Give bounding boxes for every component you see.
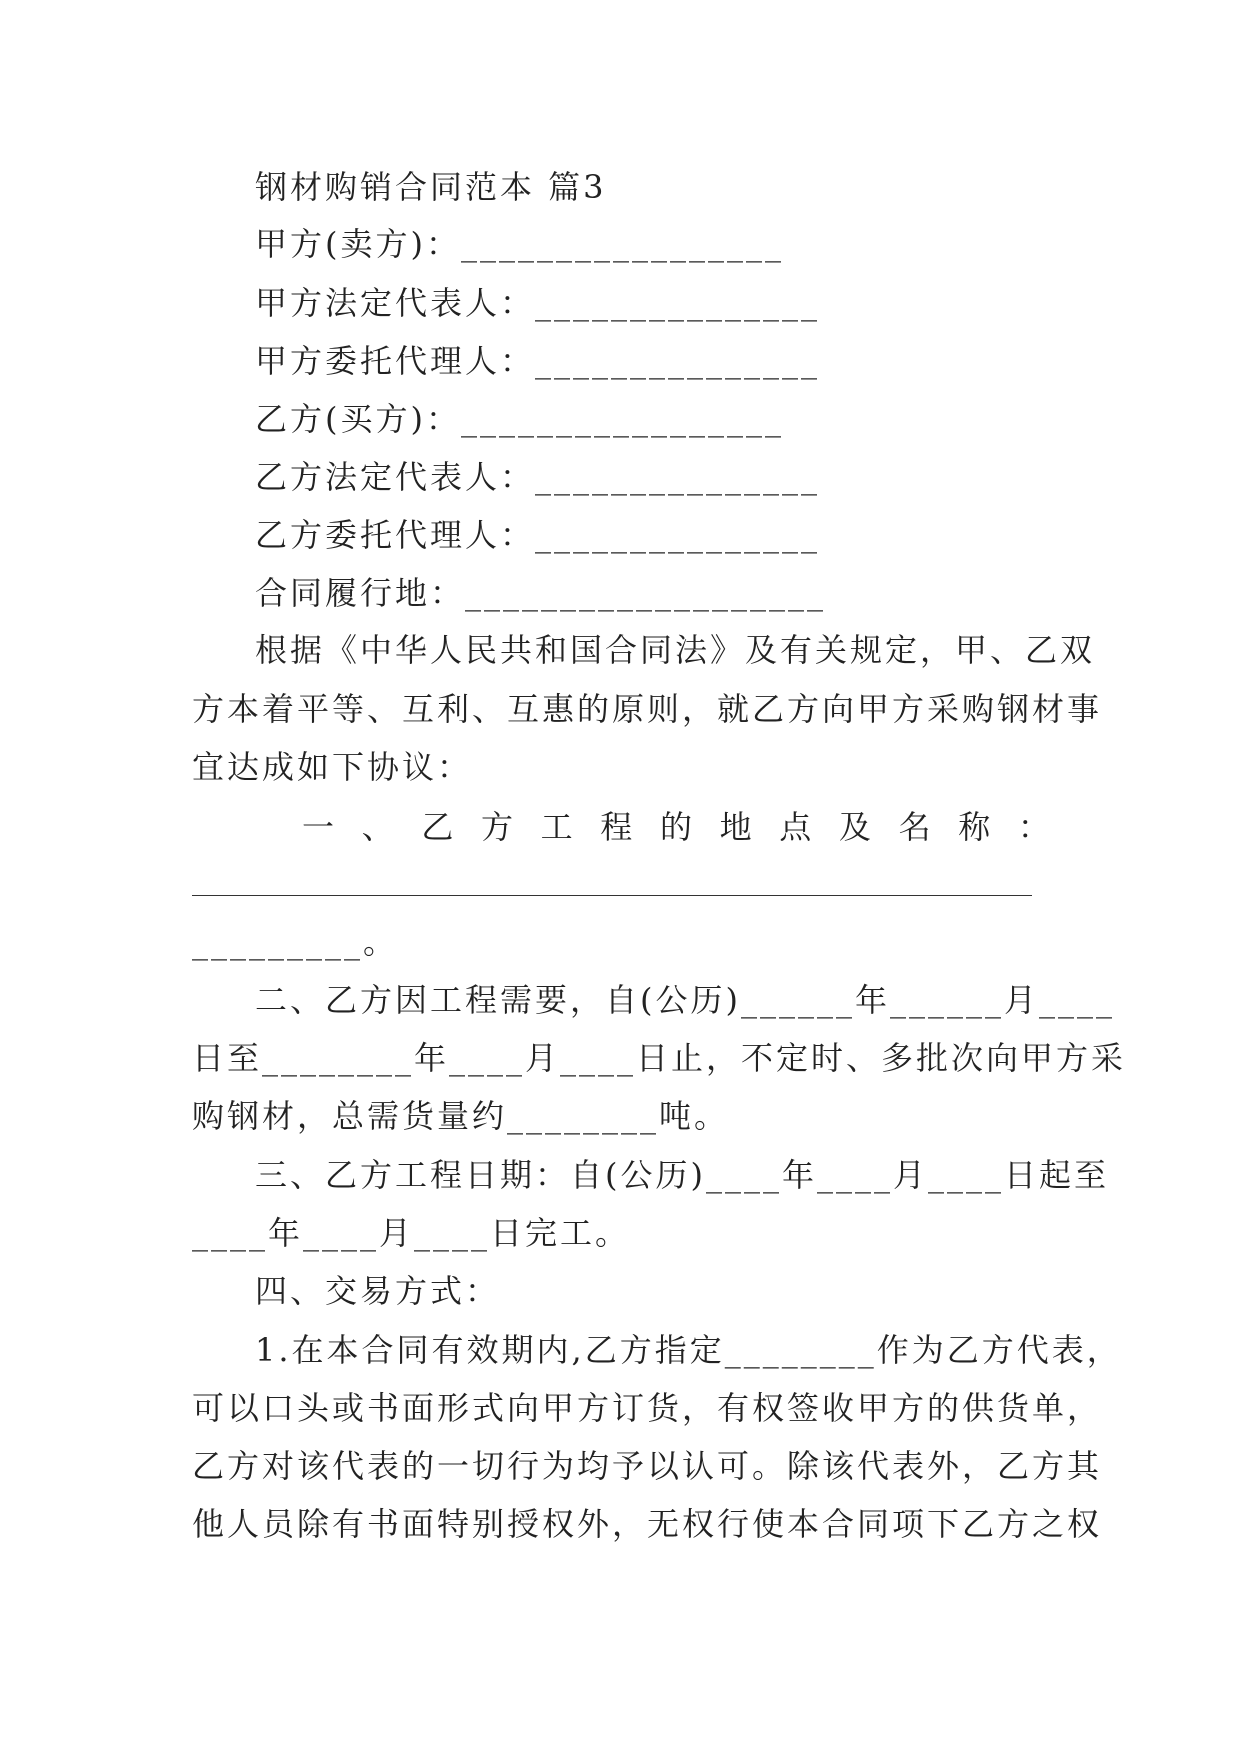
preamble-line-1: 根据《中华人民共和国合同法》及有关规定，甲、乙双 (255, 631, 1096, 669)
clause-4-1-line-2: 可以口头或书面形式向甲方订货，有权签收甲方的供货单， (192, 1389, 1103, 1427)
clause-3-line-1: 三、乙方工程日期：自(公历)____年____月____日起至 (255, 1156, 1109, 1194)
clause-4-heading: 四、交易方式： (255, 1272, 501, 1310)
clause-1-heading: 一 、 乙 方 工 程 的 地 点 及 名 称 ： (302, 808, 1050, 846)
blank-line (192, 895, 1032, 896)
clause-4-1-line-4: 他人员除有书面特别授权外，无权行使本合同项下乙方之权 (192, 1505, 1103, 1543)
clause-2-line-1: 二、乙方因工程需要，自(公历)______年______月____ (255, 981, 1115, 1019)
clause-2-line-3: 购钢材，总需货量约________吨。 (192, 1097, 730, 1135)
party-b-legal-rep: 乙方法定代表人：_______________ (255, 458, 821, 496)
party-b-buyer: 乙方(买方)：_________________ (255, 400, 784, 438)
clause-1-end: _________。 (192, 923, 399, 961)
performance-place: 合同履行地：___________________ (255, 574, 827, 612)
preamble-line-2: 方本着平等、互利、互惠的原则，就乙方向甲方采购钢材事 (192, 690, 1103, 728)
party-a-agent: 甲方委托代理人：_______________ (255, 342, 821, 380)
preamble-line-3: 宜达成如下协议： (192, 748, 473, 786)
party-b-agent: 乙方委托代理人：_______________ (255, 516, 821, 554)
document-title: 钢材购销合同范本 篇3 (255, 168, 607, 206)
clause-4-1-line-3: 乙方对该代表的一切行为均予以认可。除该代表外，乙方其 (192, 1447, 1103, 1485)
party-a-seller: 甲方(卖方)：_________________ (255, 225, 784, 263)
party-a-legal-rep: 甲方法定代表人：_______________ (255, 284, 821, 322)
clause-4-1-line-1: 1.在本合同有效期内,乙方指定________作为乙方代表， (255, 1331, 1122, 1369)
clause-2-line-2: 日至________年____月____日止，不定时、多批次向甲方采 (192, 1039, 1127, 1077)
clause-3-line-2: ____年____月____日完工。 (192, 1214, 631, 1252)
